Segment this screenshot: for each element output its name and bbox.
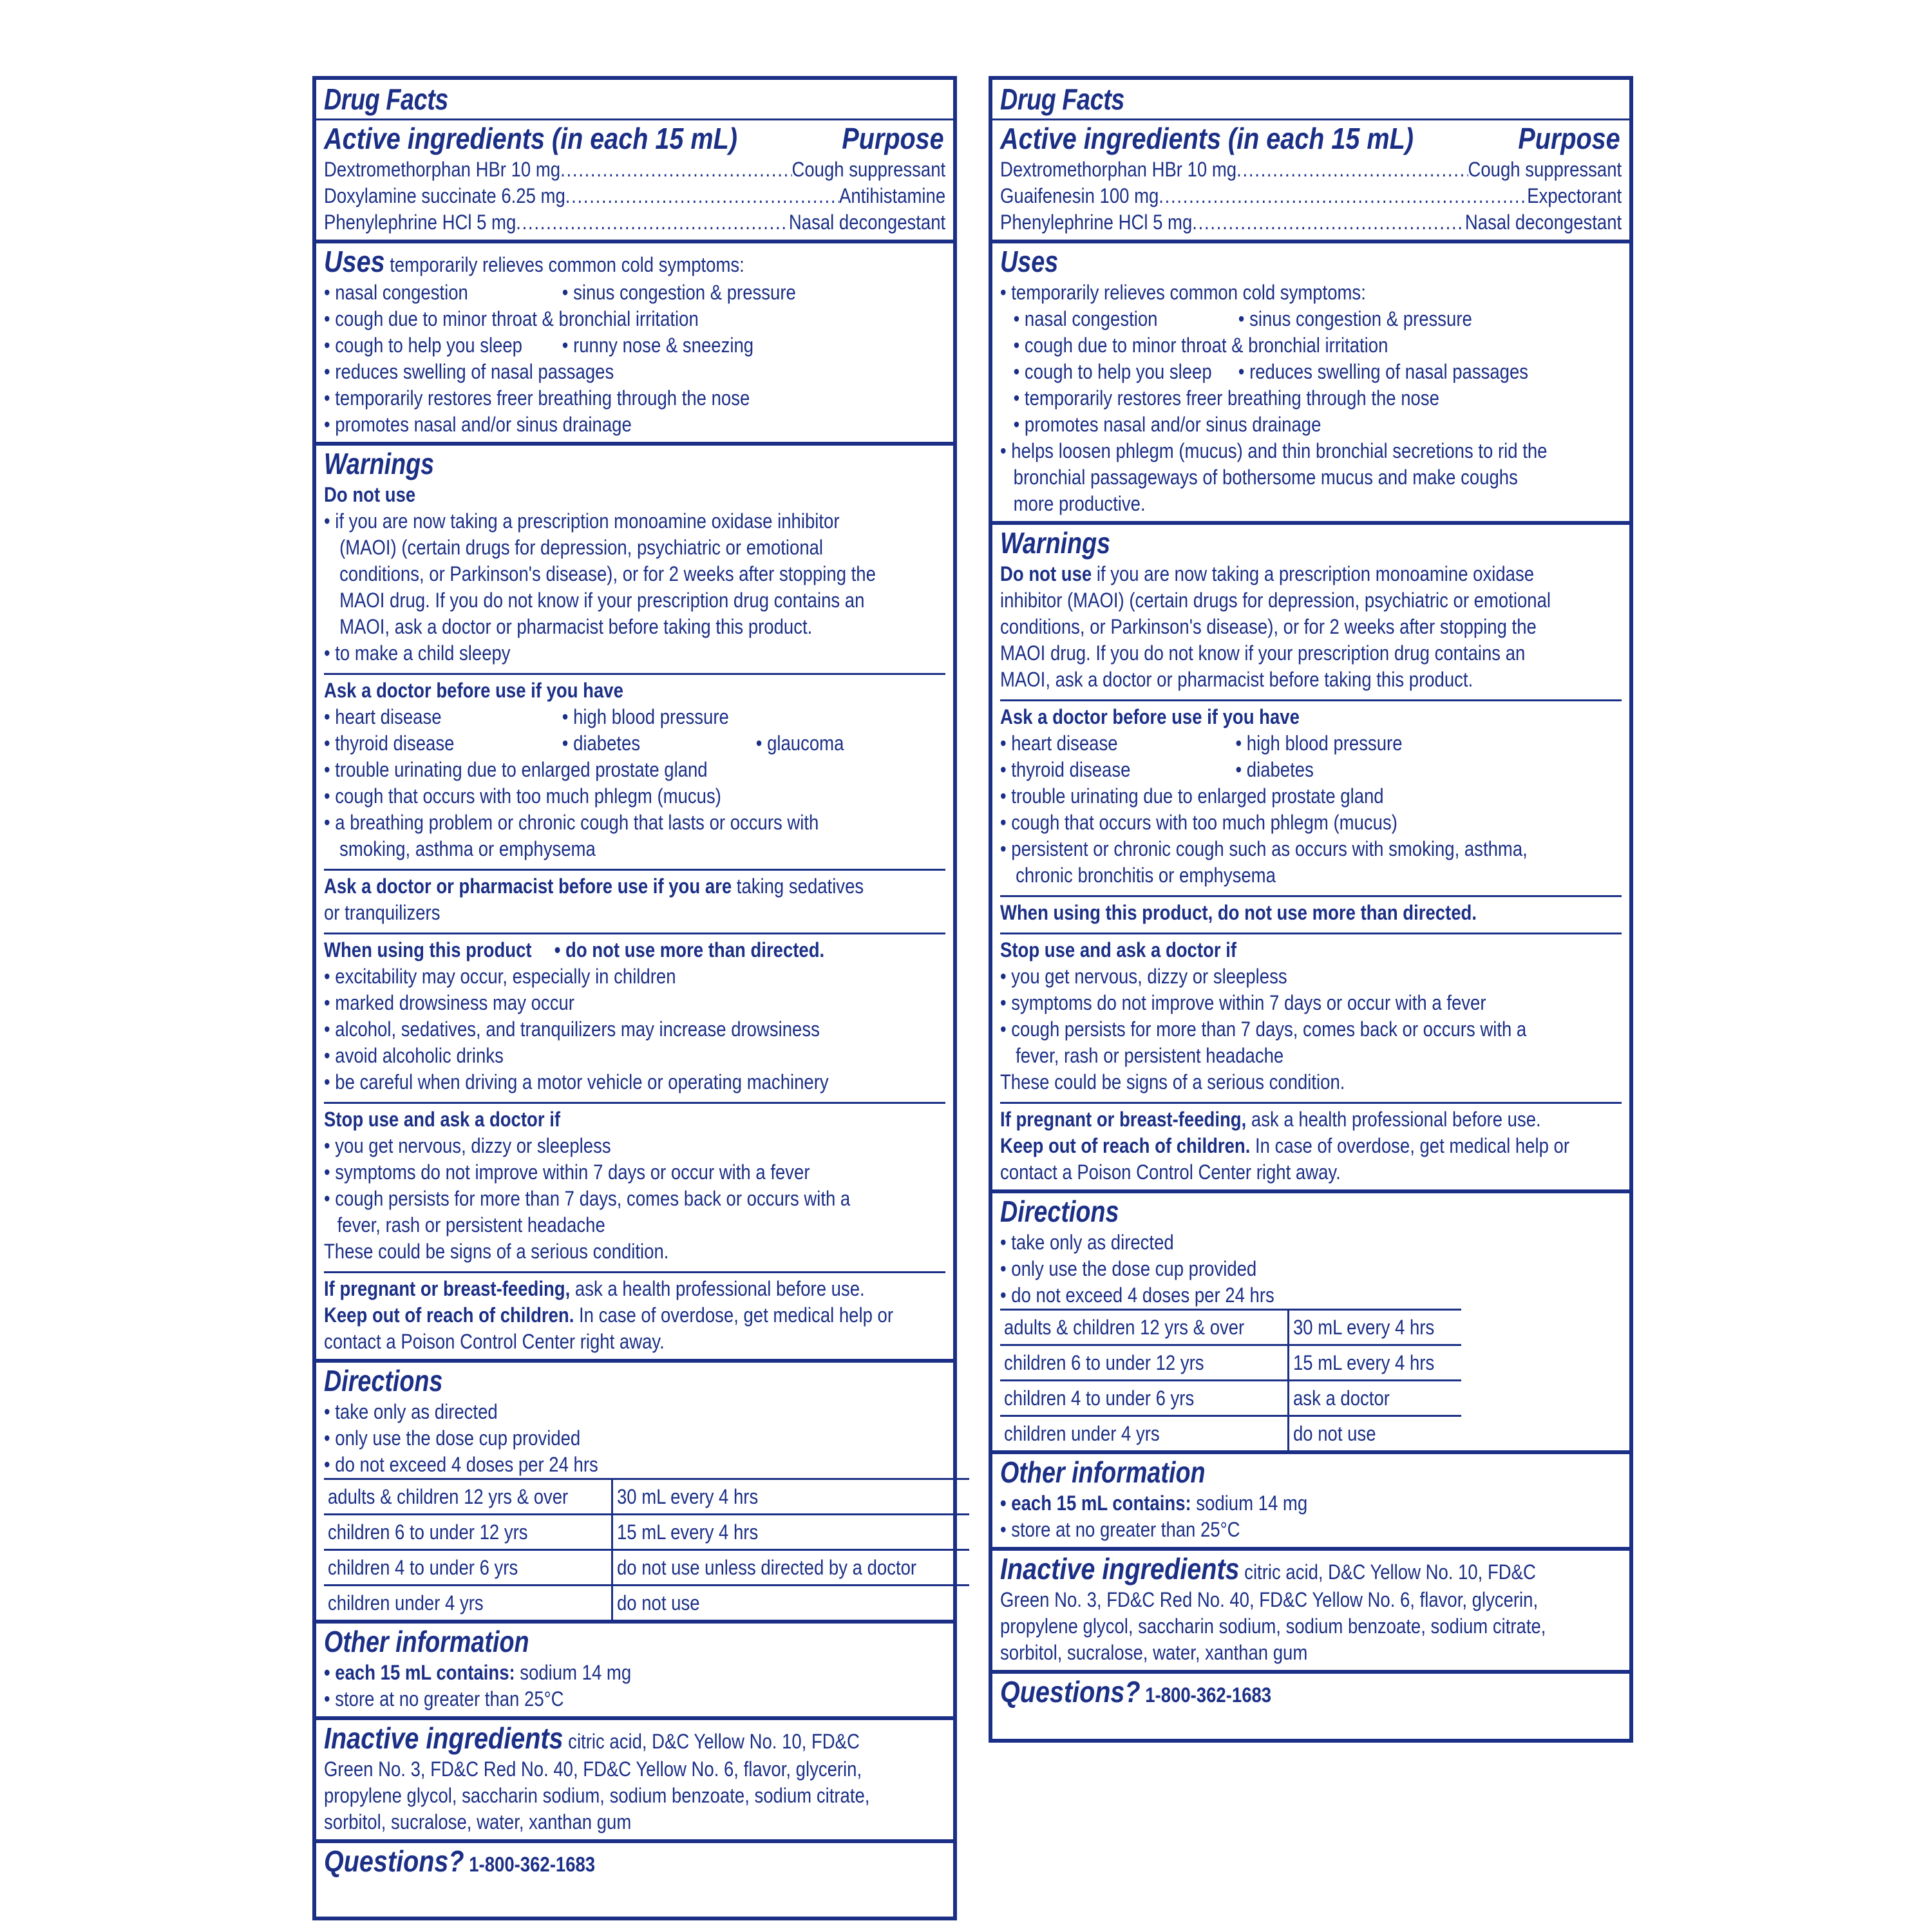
- do-not-use-text: inhibitor (MAOI) (certain drugs for depression, psychiatric or emotional: [1000, 589, 1551, 612]
- active-ingredients-heading: Active ingredients (in each 15 mL): [324, 122, 737, 155]
- list-item: These could be signs of a serious condition.: [324, 1240, 669, 1263]
- inactive-text: sorbitol, sucralose, water, xanthan gum: [324, 1810, 632, 1833]
- warnings-section: [992, 525, 1629, 1189]
- list-item: • persistent or chronic cough such as occurs with smoking, asthma,: [1000, 837, 1528, 860]
- questions-heading: Questions?: [324, 1844, 464, 1878]
- list-item: • only use the dose cup provided: [1000, 1257, 1257, 1280]
- list-item: • only use the dose cup provided: [324, 1426, 581, 1450]
- list-item: • take only as directed: [324, 1400, 498, 1423]
- purpose-heading: Purpose: [1518, 122, 1620, 155]
- other-info-section: [316, 1624, 953, 1716]
- table-row: adults & children 12 yrs & over 30 mL every 4 hrs: [1000, 1310, 1461, 1345]
- list-item: • alcohol, sedatives, and tranquilizers may increase drowsiness: [324, 1018, 820, 1041]
- list-item: • symptoms do not improve within 7 days or occur with a fever: [1000, 991, 1486, 1014]
- list-item: • a breathing problem or chronic cough that lasts or occurs with: [324, 811, 819, 834]
- list-item: • sinus congestion & pressure: [562, 281, 796, 304]
- list-item: • high blood pressure: [1235, 732, 1403, 755]
- stop-use-heading: Stop use and ask a doctor if: [324, 1108, 561, 1131]
- uses-intro: temporarily relieves common cold symptoms:: [390, 253, 744, 276]
- table-row: children 6 to under 12 yrs 15 mL every 4 hrs: [324, 1515, 969, 1550]
- pregnant-text: ask a health professional before use.: [1246, 1108, 1541, 1131]
- directions-section: [992, 1193, 1629, 1450]
- list-item: • sinus congestion & pressure: [1238, 307, 1472, 330]
- other-info-section: [992, 1454, 1629, 1547]
- keep-out-heading: Keep out of reach of children.: [1000, 1134, 1251, 1157]
- inactive-text: Green No. 3, FD&C Red No. 40, FD&C Yellow No. 6, flavor, glycerin,: [324, 1757, 862, 1781]
- warnings-section: [316, 446, 953, 1359]
- list-item: • store at no greater than 25°C: [1000, 1518, 1240, 1541]
- list-item: • be careful when driving a motor vehicle or operating machinery: [324, 1070, 829, 1094]
- pregnant-heading: If pregnant or breast-feeding,: [324, 1277, 571, 1300]
- list-item: • nasal congestion: [324, 281, 468, 304]
- list-item: • cough persists for more than 7 days, comes back or occurs with a: [324, 1187, 851, 1210]
- list-item: These could be signs of a serious condition.: [1000, 1070, 1345, 1094]
- list-item: • heart disease: [1000, 732, 1118, 755]
- list-item: • trouble urinating due to enlarged prostate gland: [324, 758, 708, 781]
- ask-doctor-heading: Ask a doctor before use if you have: [1000, 705, 1300, 728]
- table-row: children 4 to under 6 yrs do not use unless directed by a doctor: [324, 1550, 969, 1586]
- list-item: • thyroid disease: [324, 732, 455, 755]
- ingredient-row: Dextromethorphan HBr 10 mg ..... Cough suppressant: [1000, 156, 1622, 183]
- inactive-ingredients-section: [316, 1720, 953, 1839]
- do-not-use-text: conditions, or Parkinson's disease), or for 2 weeks after stopping the: [1000, 615, 1537, 638]
- inactive-text: propylene glycol, saccharin sodium, sodium benzoate, sodium citrate,: [324, 1784, 870, 1807]
- active-ingredients-heading: Active ingredients (in each 15 mL): [1000, 122, 1414, 155]
- list-item: • you get nervous, dizzy or sleepless: [324, 1134, 611, 1157]
- list-item: smoking, asthma or emphysema: [339, 837, 596, 860]
- list-item: • cough due to minor throat & bronchial irritation: [324, 307, 699, 330]
- list-item: conditions, or Parkinson's disease), or for 2 weeks after stopping the: [339, 562, 876, 585]
- list-item: • cough to help you sleep: [324, 334, 522, 357]
- inactive-text: citric acid, D&C Yellow No. 10, FD&C: [563, 1730, 860, 1753]
- questions-heading: Questions?: [1000, 1675, 1141, 1709]
- do-not-use-heading: Do not use: [1000, 562, 1092, 585]
- list-item: sodium 14 mg: [1191, 1492, 1308, 1515]
- directions-section: [316, 1363, 953, 1620]
- list-item: • reduces swelling of nasal passages: [1238, 360, 1529, 383]
- pregnant-text: ask a health professional before use.: [570, 1277, 865, 1300]
- list-item: chronic bronchitis or emphysema: [1016, 864, 1276, 887]
- do-not-use-text: MAOI, ask a doctor or pharmacist before taking this product.: [1000, 668, 1473, 691]
- list-item: • each 15 mL contains:: [1000, 1492, 1191, 1515]
- ask-pharmacist-heading: Ask a doctor or pharmacist before use if you are: [324, 875, 732, 898]
- drug-facts-title: Drug Facts: [324, 82, 448, 116]
- drug-facts-title: Drug Facts: [1000, 82, 1124, 116]
- list-item: fever, rash or persistent headache: [337, 1213, 605, 1236]
- uses-heading: Uses: [1000, 245, 1059, 278]
- list-item: • helps loosen phlegm (mucus) and thin bronchial secretions to rid the: [1000, 439, 1548, 462]
- other-info-heading: Other information: [1000, 1455, 1206, 1489]
- keep-out-text: In case of overdose, get medical help or: [574, 1303, 894, 1327]
- list-item: • promotes nasal and/or sinus drainage: [1013, 413, 1321, 436]
- phone-number: 1-800-362-1683: [464, 1853, 596, 1876]
- list-item: • marked drowsiness may occur: [324, 991, 574, 1014]
- warnings-heading: Warnings: [1000, 526, 1111, 560]
- list-item: • cough to help you sleep: [1013, 360, 1212, 383]
- table-row: children 4 to under 6 yrs ask a doctor: [1000, 1381, 1461, 1416]
- list-item: • diabetes: [562, 732, 641, 755]
- inactive-text: Green No. 3, FD&C Red No. 40, FD&C Yellow No. 6, flavor, glycerin,: [1000, 1588, 1539, 1611]
- when-using-heading: When using this product: [324, 938, 532, 961]
- list-item: • cough that occurs with too much phlegm (mucus): [1000, 811, 1397, 834]
- inactive-ingredients-heading: Inactive ingredients: [1000, 1552, 1240, 1586]
- list-item: • high blood pressure: [562, 705, 729, 728]
- list-item: • trouble urinating due to enlarged prostate gland: [1000, 784, 1384, 808]
- table-row: children under 4 yrs do not use: [1000, 1416, 1461, 1451]
- list-item: • to make a child sleepy: [324, 641, 511, 665]
- list-item: (MAOI) (certain drugs for depression, psychiatric or emotional: [339, 536, 824, 559]
- ask-pharmacist-text: taking sedatives: [732, 875, 864, 898]
- list-item: • reduces swelling of nasal passages: [324, 360, 614, 383]
- uses-section: [316, 243, 953, 442]
- ingredient-row: Guaifenesin 100 mg ..... Expectorant: [1000, 183, 1622, 209]
- table-row: adults & children 12 yrs & over 30 mL every 4 hrs: [324, 1479, 969, 1515]
- uses-section: [992, 243, 1629, 521]
- title-section: [992, 80, 1629, 240]
- list-item: • temporarily relieves common cold symptoms:: [1000, 281, 1366, 304]
- table-row: children under 4 yrs do not use: [324, 1586, 969, 1620]
- list-item: • avoid alcoholic drinks: [324, 1044, 504, 1067]
- ask-pharmacist-text: or tranquilizers: [324, 901, 440, 924]
- do-not-use-text: if you are now taking a prescription monoamine oxidase: [1092, 562, 1535, 585]
- list-item: fever, rash or persistent headache: [1016, 1044, 1284, 1067]
- list-item: • do not exceed 4 doses per 24 hrs: [324, 1453, 598, 1476]
- questions-section: [316, 1843, 953, 1883]
- do-not-use-heading: Do not use: [324, 483, 416, 506]
- list-item: • cough persists for more than 7 days, comes back or occurs with a: [1000, 1018, 1527, 1041]
- warnings-heading: Warnings: [324, 447, 435, 480]
- ingredient-row: Phenylephrine HCl 5 mg ..... Nasal decongestant: [324, 209, 945, 236]
- list-item: • take only as directed: [1000, 1231, 1174, 1254]
- list-item: • you get nervous, dizzy or sleepless: [1000, 965, 1287, 988]
- list-item: MAOI drug. If you do not know if your prescription drug contains an: [339, 589, 865, 612]
- directions-heading: Directions: [324, 1364, 443, 1397]
- inactive-text: citric acid, D&C Yellow No. 10, FD&C: [1239, 1560, 1536, 1584]
- keep-out-heading: Keep out of reach of children.: [324, 1303, 574, 1327]
- list-item: • diabetes: [1235, 758, 1314, 781]
- title-section: [316, 80, 953, 240]
- table-row: children 6 to under 12 yrs 15 mL every 4 hrs: [1000, 1345, 1461, 1381]
- dosage-table: [1000, 1309, 1461, 1450]
- dosage-table: [324, 1478, 969, 1620]
- list-item: more productive.: [1013, 492, 1146, 515]
- list-item: • temporarily restores freer breathing through the nose: [324, 386, 750, 410]
- when-using-heading: • do not use more than directed.: [554, 938, 825, 961]
- list-item: • cough due to minor throat & bronchial irritation: [1013, 334, 1388, 357]
- when-using-heading: When using this product, do not use more than directed.: [1000, 901, 1477, 924]
- uses-heading: Uses: [324, 245, 385, 278]
- list-item: • thyroid disease: [1000, 758, 1131, 781]
- ingredient-row: Dextromethorphan HBr 10 mg ..... Cough suppressant: [324, 156, 945, 183]
- list-item: • temporarily restores freer breathing through the nose: [1013, 386, 1439, 410]
- drug-facts-panel-right: [989, 76, 1633, 1743]
- list-item: • excitability may occur, especially in children: [324, 965, 676, 988]
- drug-facts-panel-left: [312, 76, 957, 1920]
- ask-doctor-heading: Ask a doctor before use if you have: [324, 679, 623, 702]
- directions-heading: Directions: [1000, 1195, 1119, 1228]
- ingredient-row: Doxylamine succinate 6.25 mg ..... Antihistamine: [324, 183, 945, 209]
- list-item: • do not exceed 4 doses per 24 hrs: [1000, 1283, 1274, 1307]
- purpose-heading: Purpose: [842, 122, 944, 155]
- list-item: • store at no greater than 25°C: [324, 1687, 564, 1710]
- stop-use-heading: Stop use and ask a doctor if: [1000, 938, 1237, 961]
- list-item: • heart disease: [324, 705, 442, 728]
- list-item: • cough that occurs with too much phlegm (mucus): [324, 784, 721, 808]
- list-item: • runny nose & sneezing: [562, 334, 754, 357]
- questions-section: [992, 1674, 1629, 1714]
- inactive-ingredients-section: [992, 1551, 1629, 1670]
- list-item: • nasal congestion: [1013, 307, 1158, 330]
- keep-out-text: In case of overdose, get medical help or: [1250, 1134, 1570, 1157]
- phone-number: 1-800-362-1683: [1140, 1683, 1272, 1707]
- inactive-text: sorbitol, sucralose, water, xanthan gum: [1000, 1641, 1308, 1664]
- list-item: bronchial passageways of bothersome mucus and make coughs: [1013, 466, 1518, 489]
- pregnant-heading: If pregnant or breast-feeding,: [1000, 1108, 1247, 1131]
- list-item: • symptoms do not improve within 7 days or occur with a fever: [324, 1160, 810, 1184]
- keep-out-text: contact a Poison Control Center right away.: [1000, 1160, 1341, 1184]
- do-not-use-text: MAOI drug. If you do not know if your prescription drug contains an: [1000, 641, 1526, 665]
- other-info-heading: Other information: [324, 1625, 529, 1658]
- list-item: • each 15 mL contains:: [324, 1661, 515, 1684]
- inactive-ingredients-heading: Inactive ingredients: [324, 1721, 564, 1755]
- list-item: • glaucoma: [755, 732, 844, 755]
- keep-out-text: contact a Poison Control Center right away.: [324, 1330, 665, 1353]
- ingredient-row: Phenylephrine HCl 5 mg ..... Nasal decongestant: [1000, 209, 1622, 236]
- list-item: MAOI, ask a doctor or pharmacist before taking this product.: [339, 615, 813, 638]
- list-item: • promotes nasal and/or sinus drainage: [324, 413, 632, 436]
- list-item: sodium 14 mg: [515, 1661, 632, 1684]
- list-item: • if you are now taking a prescription monoamine oxidase inhibitor: [324, 509, 840, 533]
- inactive-text: propylene glycol, saccharin sodium, sodium benzoate, sodium citrate,: [1000, 1615, 1546, 1638]
